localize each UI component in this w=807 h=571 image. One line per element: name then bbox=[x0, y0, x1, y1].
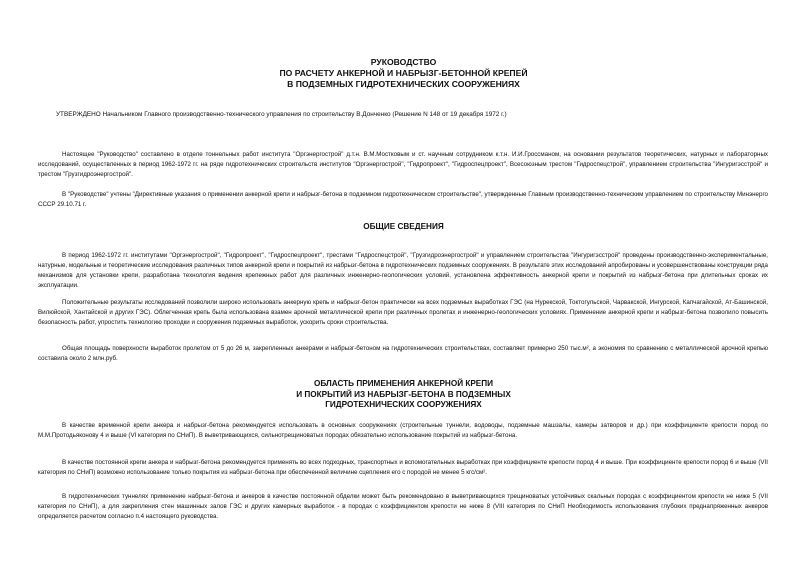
title-line-3: В ПОДЗЕМНЫХ ГИДРОТЕХНИЧЕСКИХ СООРУЖЕНИЯХ bbox=[287, 79, 520, 89]
general-heading-text: ОБЩИЕ СВЕДЕНИЯ bbox=[363, 222, 444, 231]
scope-heading-line-2: И ПОКРЫТИЙ ИЗ НАБРЫЗГ-БЕТОНА В ПОДЗЕМНЫХ bbox=[296, 389, 511, 399]
scope-paragraph-2: В качестве постоянной крепи анкера и набрызг-бетона рекомендуется применять во всех подходных, транспортных и вспомогательных выработках при коэффициенте крепости пород 4 и выше. При коэффициенте крепости пород 6 и выше (VII категория по СНиП) возможно использование только покрытия из набрызг-бетона при обеспеченной величине сцепления его с породой не менее 5 кгс/см². bbox=[38, 459, 768, 476]
scope-heading-line-1: ОБЛАСТЬ ПРИМЕНЕНИЯ АНКЕРНОЙ КРЕПИ bbox=[313, 379, 494, 388]
scope-heading-line-3: ГИДРОТЕХНИЧЕСКИХ СООРУЖЕНИЯХ bbox=[325, 400, 482, 409]
general-paragraph-3: Общая площадь поверхности выработок пролетом от 5 до 26 м, закрепленных анкерами и набрызг-бетоном на гидротехнических строительствах, составляет примерно 250 тыс.м², а экономия по сравнению с металлической арочной крепью составила около 2 млн.руб. bbox=[38, 345, 768, 362]
intro-paragraph-1: Настоящее "Руководство" составлено в отделе тоннельных работ института "Оргэнергострой" д.т.н. В.М.Мостковым и ст. научным сотрудником к.т.н. И.И.Гроссманом, на основании результатов теоретических, натурных и лабораторных исследований, осуществленных в период 1962-1972 гг. на ряде гидротехнических строительств институтов "Оргэнергострой", "Гидропроект", "Гидроспецпроект", Всесоюзным трестом "Гидроспецстрой", управлением строительства "Ингуригэсстрой" и трестом "Грузгидроэнергострой". bbox=[38, 151, 768, 178]
section-heading-scope bbox=[0, 379, 807, 411]
section-heading-general bbox=[0, 222, 807, 233]
scope-paragraph-1: В качестве временной крепи анкера и набрызг-бетона рекомендуется использовать в основных сооружениях (строительные туннели, водоводы, подземные машзалы, камеры затворов и др.) при коэффициенте крепости пород по М.М.Протодьяконову 4 и выше (VI категория по СНиП). В выветривающихся, сильнотрещиноватых породах обязательно использование покрытий из набрызг-бетона. bbox=[38, 422, 768, 439]
scope-paragraph-3: В гидротехнических туннелях применение набрызг-бетона и анкеров в качестве постоянной обделки может быть рекомендовано в выветривающихся трещиноватых устойчивых скальных породах с коэффициентом крепости не ниже 5 (VII категория по СНиП), а для закрепления стен машинных залов ГЭС и других камерных выработок - в породах с коэффициентом крепости не ниже 8 (VIII категория по СНиП Необходимость использования глубоких преднапряженных анкеров определяется расчетом согласно п.4 настоящего руководства. bbox=[38, 493, 768, 520]
general-paragraph-1: В период 1962-1972 гг. институтами "Оргэнергострой", "Гидропроект", "Гидроспецпроект", трестами "Гидроспецстрой", "Грузгидроэнергострой" и управлением строительства "Ингуригэсстрой" проведены производственно-экспериментальные, натурные, модельные и теоретические исследования различных типов анкерной крепи и покрытий из набрызг-бетона в гидротехнических подземных сооружениях. В результате этих исследований апробированы и усовершенствованы конструкции ряда механизмов для установки крепи, разработана технология ведения крепежных работ для различных инженерно-геологических условий, установлена эффективность анкерной крепи и покрытий из набрызг-бетона при длительных сроках их эксплуатации. bbox=[38, 252, 768, 289]
title-line-1: РУКОВОДСТВО bbox=[370, 57, 437, 67]
document-title bbox=[0, 57, 807, 90]
title-line-2: ПО РАСЧЕТУ АНКЕРНОЙ И НАБРЫЗГ-БЕТОННОЙ КРЕПЕЙ bbox=[279, 68, 528, 78]
general-paragraph-2: Положительные результаты исследований позволили широко использовать анкерную крепь и набрызг-бетон практически на всех подземных выработках ГЭС (на Нурекской, Токтогульской, Чарвакской, Ингурской, Капчагайской, Ат-Башинской, Вилюйской, Хантайской и других ГЭС). Облегченная крепь была использована взамен арочной металлической крепи при различных пролетах и инженерно-геологических условиях. Применение анкерной крепи и набрызг-бетона позволило повысить безопасность работ, упростить технологию проходки и сооружения подземных выработок, ускорить сроки строительства. bbox=[38, 299, 768, 326]
intro-paragraph-2: В "Руководстве" учтены "Директивные указания о применении анкерной крепи и набрызг-бетона в подземном гидротехническом строительстве", утвержденные Главным производственно-техническим управлением по строительству Минэнерго СССР 29.10.71 г. bbox=[38, 191, 768, 208]
approval-note: УТВЕРЖДЕНО Начальником Главного производственно-технического управления по строительству В.Донченко (Решение N 148 от 19 декабря 1972 г.) bbox=[56, 111, 507, 118]
